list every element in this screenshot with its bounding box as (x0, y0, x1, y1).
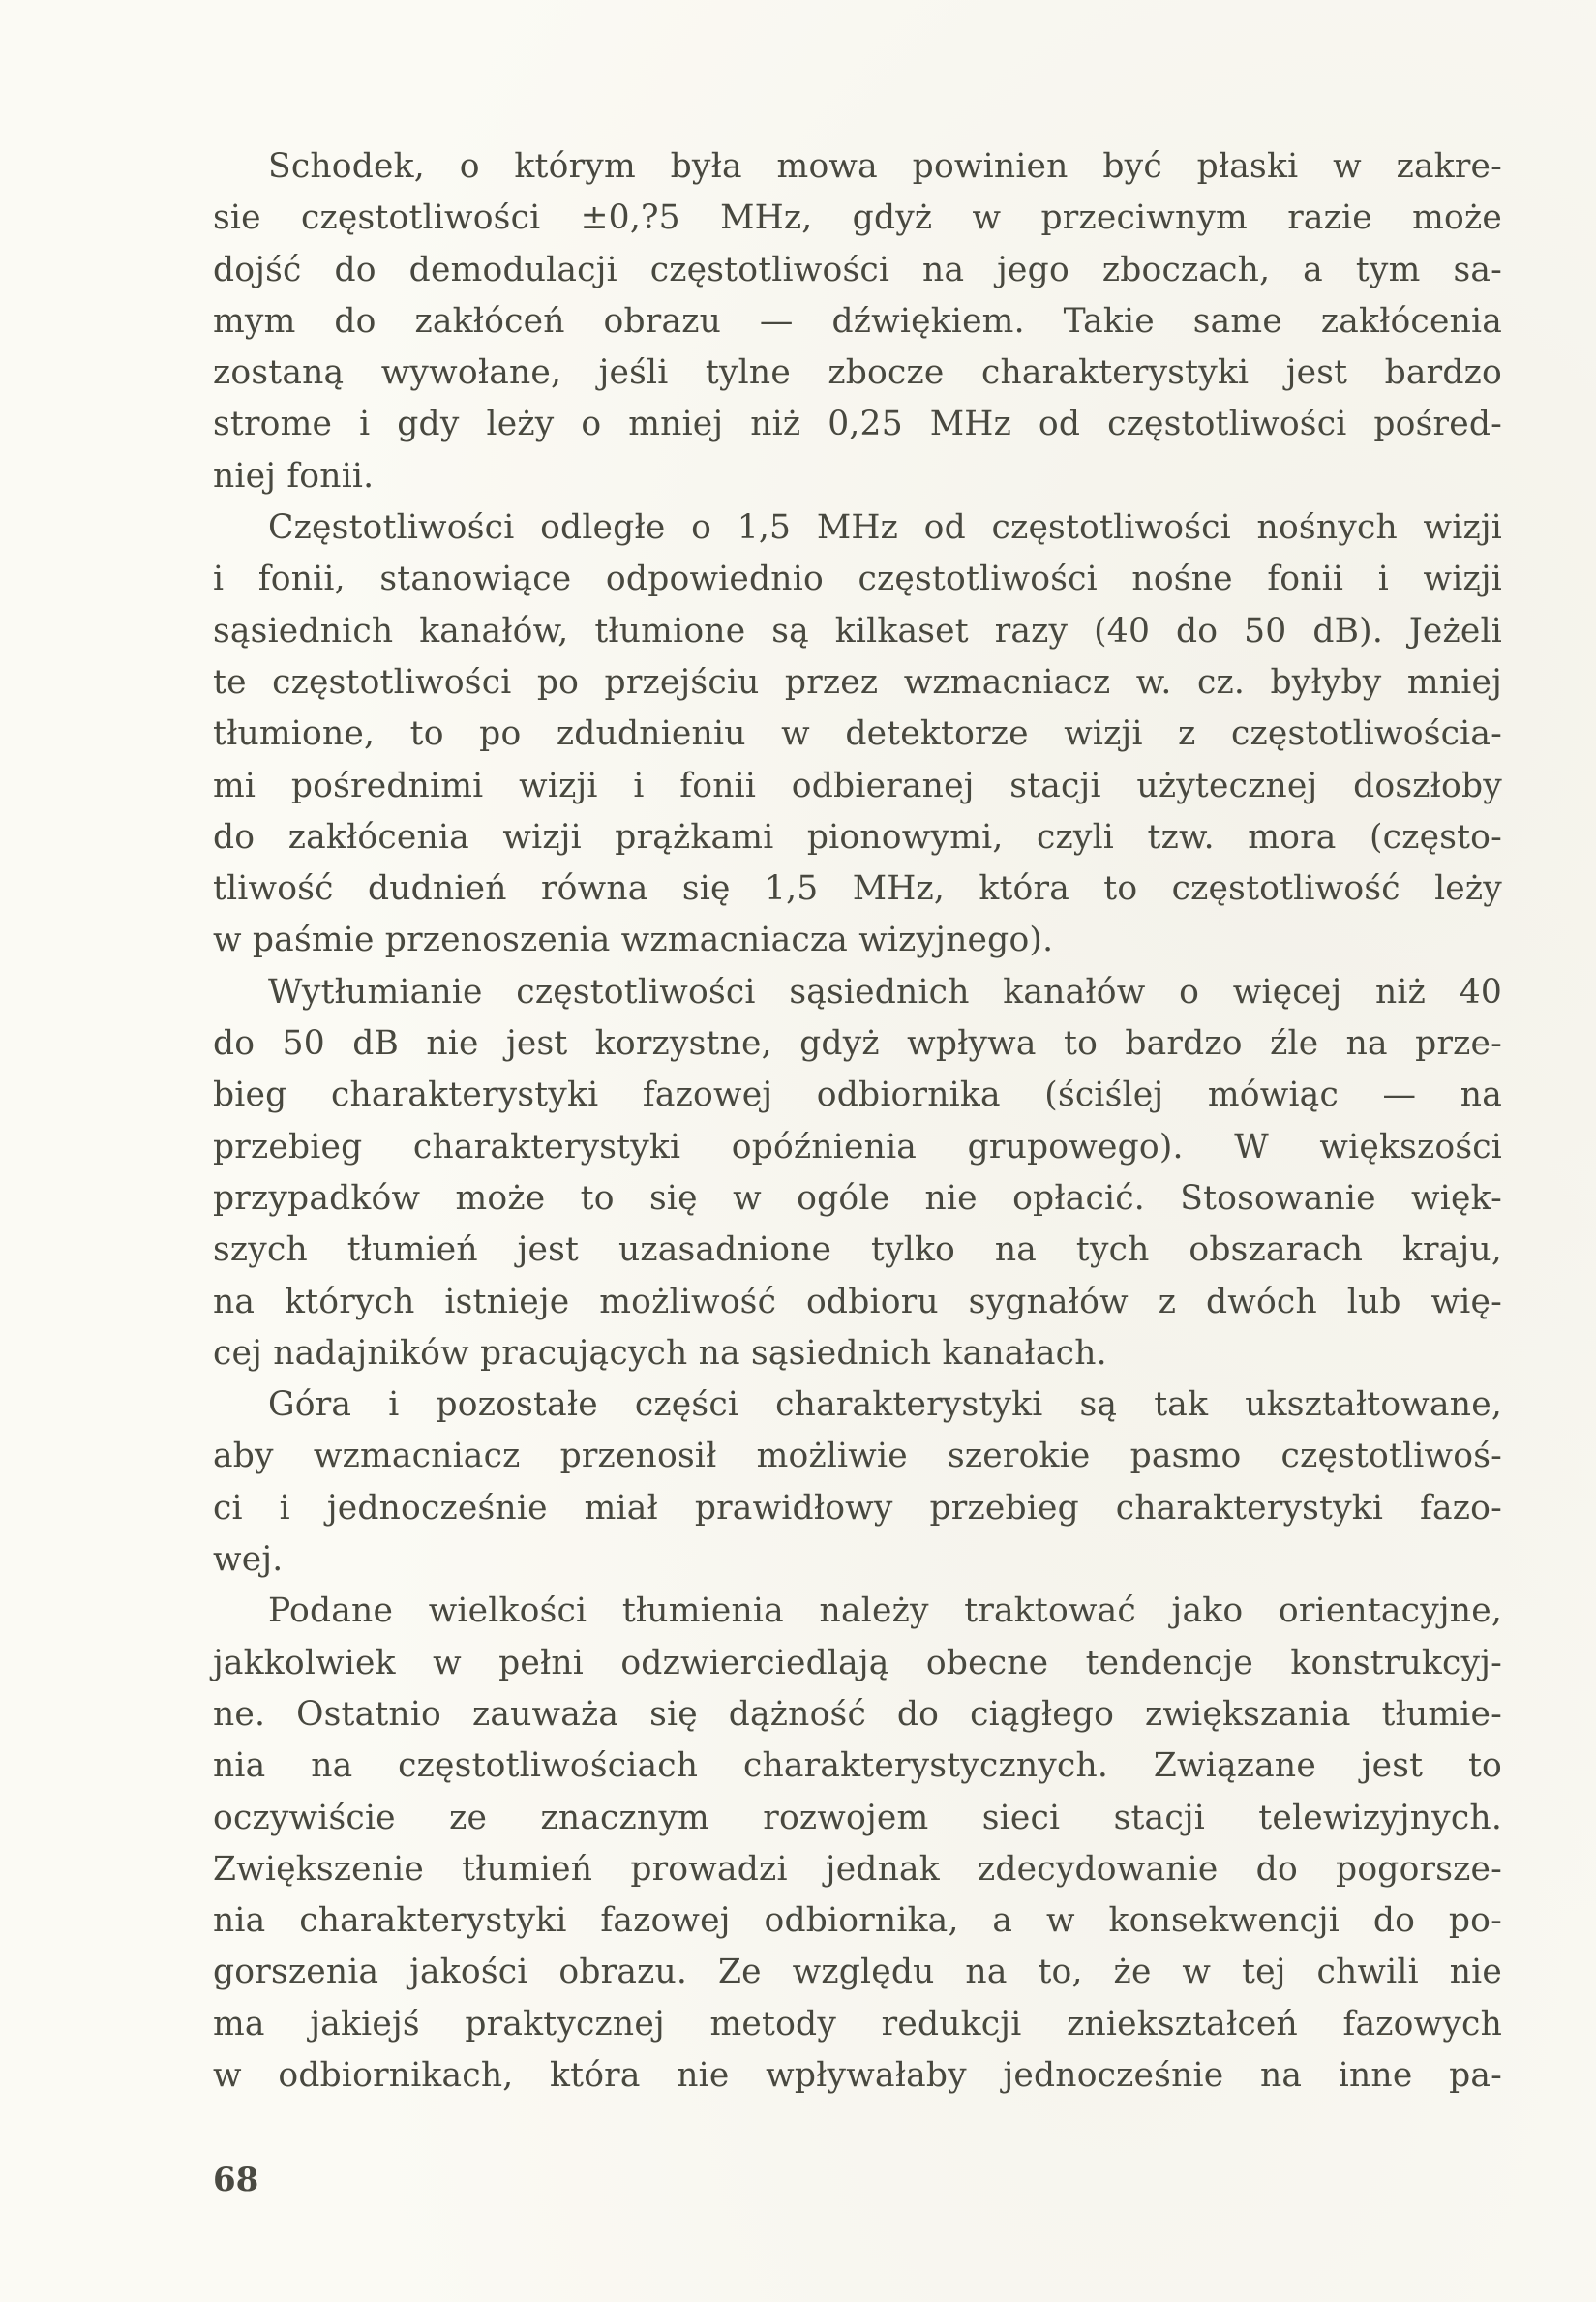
text-line: Wytłumianie częstotliwości sąsiednich kanałów o więcej niż 40 (268, 972, 1502, 1012)
paragraph-1 (213, 141, 1502, 502)
paragraph-2 (213, 502, 1502, 967)
text-line: Zwiększenie tłumień prowadzi jednak zdecydowanie do pogorsze- (213, 1849, 1502, 1889)
text-line: Góra i pozostałe części charakterystyki są tak ukształtowane, (268, 1385, 1502, 1425)
text-line: te częstotliwości po przejściu przez wzmacniacz w. cz. byłyby mniej (213, 662, 1502, 702)
text-line: i fonii, stanowiące odpowiednio częstotliwości nośne fonii i wizji (213, 560, 1502, 599)
text-line: sie częstotliwości ±0,?5 MHz, gdyż w przeciwnym razie może (213, 198, 1502, 238)
text-line: Schodek, o którym była mowa powinien być płaski w zakre- (268, 147, 1502, 186)
text-line: na których istnieje możliwość odbioru sygnałów z dwóch lub wię- (213, 1282, 1502, 1321)
text-line: w paśmie przenoszenia wzmacniacza wizyjnego). (213, 921, 1054, 960)
text-line: mi pośrednimi wizji i fonii odbieranej stacji użytecznej doszłoby (213, 766, 1502, 805)
text-line: do zakłócenia wizji prążkami pionowymi, czyli tzw. mora (często- (213, 817, 1502, 857)
text-line: mym do zakłóceń obrazu — dźwiękiem. Takie same zakłócenia (213, 301, 1502, 341)
text-line: gorszenia jakości obrazu. Ze względu na to, że w tej chwili nie (213, 1953, 1502, 1992)
text-line: przebieg charakterystyki opóźnienia grupowego). W większości (213, 1127, 1502, 1166)
text-line: szych tłumień jest uzasadnione tylko na tych obszarach kraju, (213, 1230, 1502, 1270)
paragraph-5 (213, 1586, 1502, 2102)
text-line: dojść do demodulacji częstotliwości na jego zboczach, a tym sa- (213, 250, 1502, 289)
text-line: przypadków może to się w ogóle nie opłacić. Stosowanie więk- (213, 1178, 1502, 1218)
text-line: w odbiornikach, która nie wpływałaby jednocześnie na inne pa- (213, 2055, 1502, 2095)
text-line: ne. Ostatnio zauważa się dążność do ciągłego zwiększania tłumie- (213, 1694, 1502, 1734)
text-line: do 50 dB nie jest korzystne, gdyż wpływa to bardzo źle na prze- (213, 1024, 1502, 1064)
text-line: Podane wielkości tłumienia należy traktować jako orientacyjne, (268, 1591, 1502, 1631)
text-line: nia na częstotliwościach charakterystycznych. Związane jest to (213, 1746, 1502, 1786)
text-line: ma jakiejś praktycznej metody redukcji zniekształceń fazowych (213, 2004, 1502, 2044)
page-number: 68 (213, 2161, 259, 2199)
text-line: strome i gdy leży o mniej niż 0,25 MHz od częstotliwości pośred- (213, 405, 1502, 444)
text-line: ci i jednocześnie miał prawidłowy przebieg charakterystyki fazo- (213, 1488, 1502, 1528)
text-line: aby wzmacniacz przenosił możliwie szerokie pasmo częstotliwoś- (213, 1437, 1502, 1476)
text-line: tliwość dudnień równa się 1,5 MHz, która to częstotliwość leży (213, 869, 1502, 909)
text-line: jakkolwiek w pełni odzwierciedlają obecne tendencje konstrukcyj- (213, 1643, 1502, 1682)
text-line: wej. (213, 1540, 284, 1580)
paragraph-3 (213, 967, 1502, 1379)
text-line: Częstotliwości odległe o 1,5 MHz od częstotliwości nośnych wizji (268, 508, 1502, 548)
text-line: nia charakterystyki fazowej odbiornika, a w konsekwencji do po- (213, 1901, 1502, 1941)
text-line: tłumione, to po zdudnieniu w detektorze wizji z częstotliwościa- (213, 714, 1502, 754)
text-line: bieg charakterystyki fazowej odbiornika (ściślej mówiąc — na (213, 1075, 1502, 1115)
body-text (213, 141, 1502, 2102)
text-line: sąsiednich kanałów, tłumione są kilkaset razy (40 do 50 dB). Jeżeli (213, 611, 1502, 651)
text-line: cej nadajników pracujących na sąsiednich kanałach. (213, 1333, 1107, 1373)
text-line: niej fonii. (213, 456, 375, 496)
paragraph-4 (213, 1379, 1502, 1586)
text-line: oczywiście ze znacznym rozwojem sieci stacji telewizyjnych. (213, 1798, 1502, 1837)
text-line: zostaną wywołane, jeśli tylne zbocze charakterystyki jest bardzo (213, 353, 1502, 393)
